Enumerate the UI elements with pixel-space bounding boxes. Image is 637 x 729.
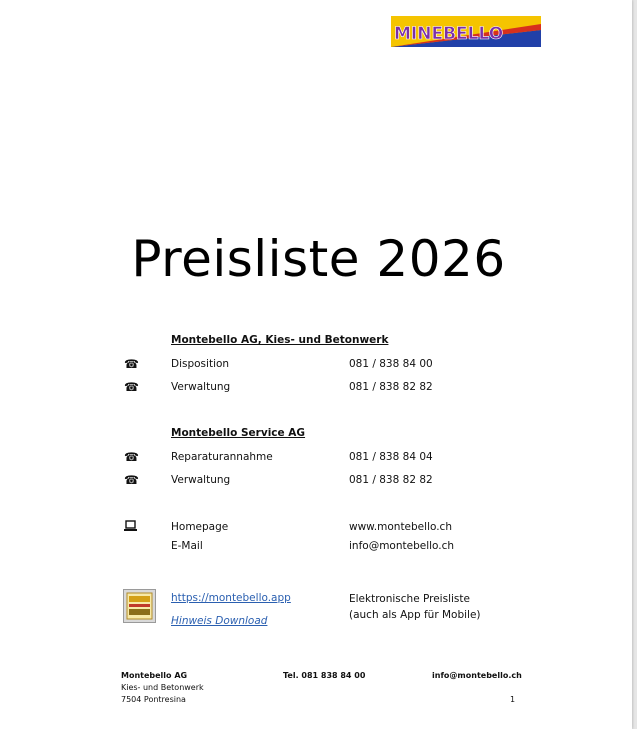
laptop-icon [124, 520, 137, 532]
app-icon[interactable] [123, 589, 156, 623]
row-value: 081 / 838 82 82 [349, 474, 433, 486]
email-value[interactable]: info@montebello.ch [349, 540, 455, 552]
homepage-value[interactable]: www.montebello.ch [349, 521, 452, 533]
page-number: 1 [510, 695, 516, 704]
row-label: Verwaltung [171, 474, 231, 486]
footer-company: Montebello AG [121, 671, 188, 680]
row-value: 081 / 838 84 00 [349, 358, 433, 370]
telephone-icon: ☎ [124, 450, 139, 464]
homepage-label: Homepage [171, 521, 229, 533]
footer-tel: Tel. 081 838 84 00 [283, 671, 366, 680]
row-label: Verwaltung [171, 381, 231, 393]
telephone-icon: ☎ [124, 357, 139, 371]
row-value: 081 / 838 82 82 [349, 381, 433, 393]
telephone-icon: ☎ [124, 380, 139, 394]
telephone-icon: ☎ [124, 473, 139, 487]
montebello-logo [391, 16, 541, 47]
page-title: Preisliste 2026 [131, 230, 506, 288]
section-heading-service: Montebello Service AG [171, 427, 306, 439]
hint-download-link[interactable]: Hinweis Download [171, 615, 268, 627]
footer-line2: Kies- und Betonwerk [121, 683, 204, 692]
row-label: Disposition [171, 358, 230, 370]
app-url-link[interactable]: https://montebello.app [171, 592, 291, 604]
footer-email: info@montebello.ch [432, 671, 522, 680]
email-label: E-Mail [171, 540, 203, 552]
app-description-line1: Elektronische Preisliste [349, 593, 470, 605]
app-description-line2: (auch als App für Mobile) [349, 609, 481, 621]
section-heading-kieswerk: Montebello AG, Kies- und Betonwerk [171, 334, 389, 346]
row-label: Reparaturannahme [171, 451, 273, 463]
footer-line3: 7504 Pontresina [121, 695, 186, 704]
logo-text: MINEBELLO [394, 24, 504, 44]
row-value: 081 / 838 84 04 [349, 451, 433, 463]
